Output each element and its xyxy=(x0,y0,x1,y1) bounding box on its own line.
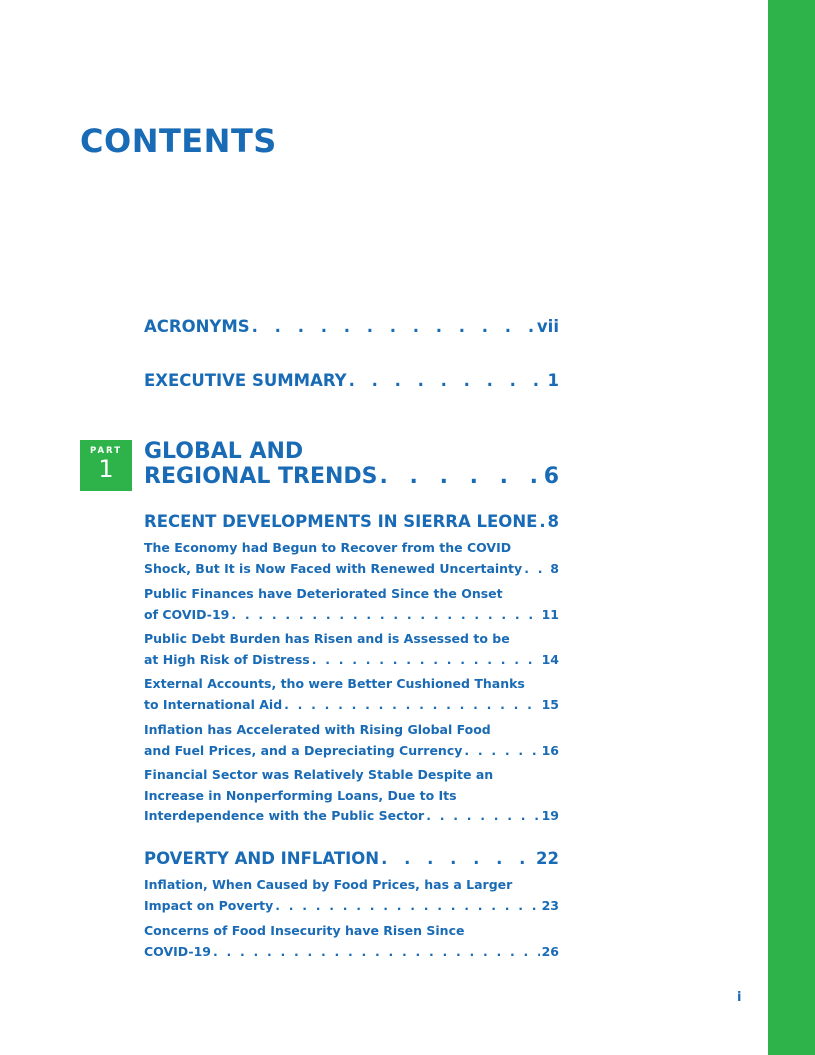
toc-subentry-line: The Economy had Begun to Recover from the COVID xyxy=(144,540,512,555)
toc-page-number: 8 xyxy=(550,560,559,576)
toc-subentry-line: Concerns of Food Insecurity have Risen Since xyxy=(144,923,465,938)
dot-leader xyxy=(231,605,539,626)
toc-subentry[interactable] xyxy=(144,538,559,579)
dot-leader xyxy=(284,695,539,716)
dot-leader xyxy=(252,317,535,336)
dot-leader xyxy=(426,806,539,827)
toc-subentry-line: Inflation has Accelerated with Rising Global Food xyxy=(144,722,491,737)
toc-subentry-line: Increase in Nonperforming Loans, Due to Its xyxy=(144,787,457,803)
toc-label: EXECUTIVE SUMMARY xyxy=(144,371,347,390)
toc-subentry-line: COVID-19 xyxy=(144,943,211,959)
toc-subentry-line: to International Aid xyxy=(144,696,283,712)
toc-subentry[interactable] xyxy=(144,584,559,625)
toc-subentry-line: Shock, But It is Now Faced with Renewed Uncertainty xyxy=(144,560,523,576)
dot-leader xyxy=(312,650,540,671)
toc-page-number: 14 xyxy=(541,651,559,667)
toc-subentry-line: Public Debt Burden has Risen and is Assessed to be xyxy=(144,631,510,646)
toc-page-number: vii xyxy=(536,317,559,336)
part-title-line1: GLOBAL AND xyxy=(144,439,304,464)
toc-page-number: 26 xyxy=(541,943,559,959)
toc-label: RECENT DEVELOPMENTS IN SIERRA LEONE xyxy=(144,512,538,531)
part-badge xyxy=(80,440,132,491)
toc-subentry-line: and Fuel Prices, and a Depreciating Currency xyxy=(144,742,463,758)
dot-leader xyxy=(464,741,539,762)
dot-leader xyxy=(539,512,545,531)
toc-subentry-line: Public Finances have Deteriorated Since the Onset xyxy=(144,586,503,601)
toc-subentry-line: at High Risk of Distress xyxy=(144,651,310,667)
toc-subentry-line: Financial Sector was Relatively Stable Despite an xyxy=(144,767,494,782)
toc-page-number: 23 xyxy=(541,897,559,913)
toc-subentry-line: of COVID-19 xyxy=(144,606,230,622)
toc-subentry[interactable] xyxy=(144,921,559,962)
dot-leader xyxy=(381,849,534,868)
toc-page-number: 16 xyxy=(541,742,559,758)
toc-entry-acronyms[interactable] xyxy=(144,317,559,336)
toc-page-number: 8 xyxy=(547,512,559,531)
toc-label: ACRONYMS xyxy=(144,317,250,336)
toc-page-number: 19 xyxy=(541,808,559,823)
toc-label: POVERTY AND INFLATION xyxy=(144,849,380,868)
toc-page-number: 11 xyxy=(541,606,559,622)
green-side-bar xyxy=(768,0,815,1055)
part-title-line2: REGIONAL TRENDS xyxy=(144,464,378,489)
toc-subentry[interactable] xyxy=(144,720,559,761)
toc-page-number: 22 xyxy=(536,849,559,868)
toc-subentry-line: External Accounts, tho were Better Cushioned Thanks xyxy=(144,676,525,691)
toc-section-recent-developments[interactable] xyxy=(144,512,559,531)
dot-leader xyxy=(275,896,539,917)
toc-section-poverty-inflation[interactable] xyxy=(144,849,559,868)
toc-subentry[interactable] xyxy=(144,674,559,715)
dot-leader xyxy=(524,559,548,580)
toc-page-number: 6 xyxy=(543,464,559,489)
dot-leader xyxy=(349,371,546,390)
part-number: 1 xyxy=(98,455,114,483)
toc-page-number: 15 xyxy=(541,696,559,712)
toc-entry-part-1[interactable] xyxy=(144,439,559,489)
toc-subentry-line: Inflation, When Caused by Food Prices, has a Larger xyxy=(144,877,513,892)
page-title: CONTENTS xyxy=(80,122,277,160)
folio-page-number: i xyxy=(737,990,742,1005)
dot-leader xyxy=(380,464,542,489)
toc-subentry[interactable] xyxy=(144,875,559,916)
toc-page-number: 1 xyxy=(547,371,559,390)
dot-leader xyxy=(213,942,540,963)
toc-subentry-line: Impact on Poverty xyxy=(144,897,274,913)
toc-subentry-line: Interdependence with the Public Sector xyxy=(144,808,425,823)
toc-entry-executive-summary[interactable] xyxy=(144,371,559,390)
toc-subentry[interactable] xyxy=(144,629,559,670)
part-word: PART xyxy=(90,446,122,456)
toc-subentry[interactable] xyxy=(144,765,559,827)
